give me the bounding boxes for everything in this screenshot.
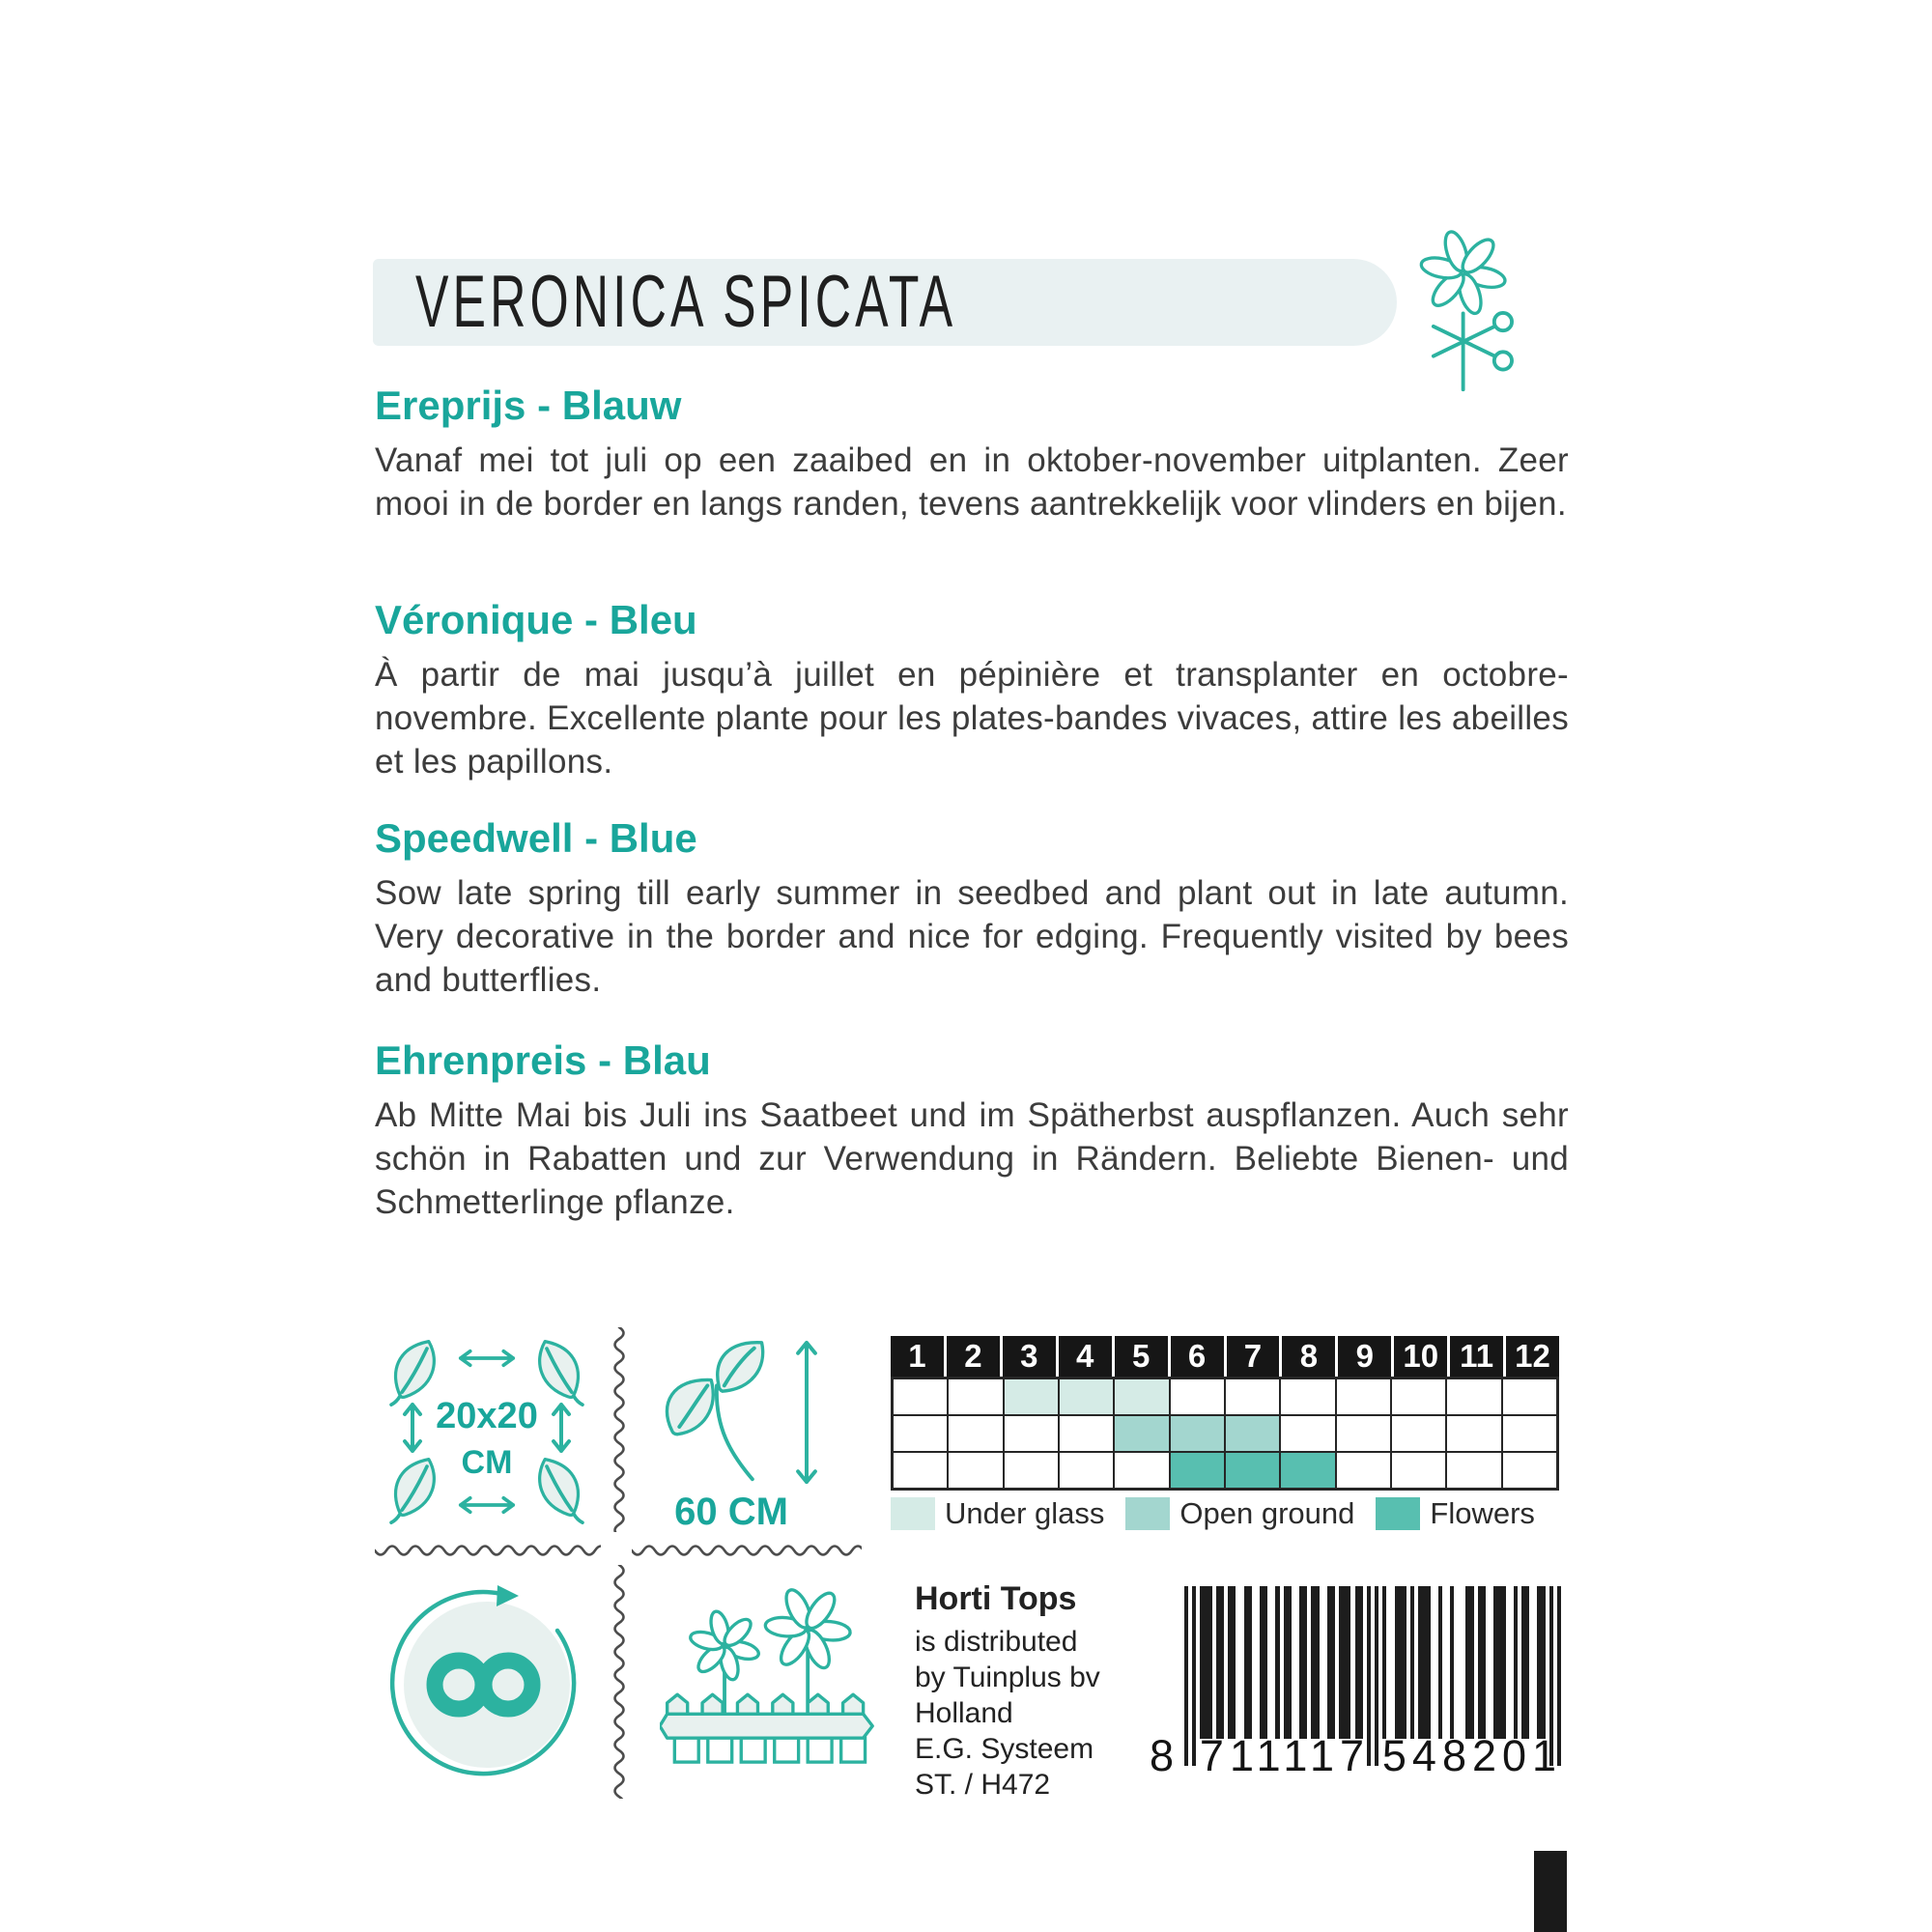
calendar-cell-r3-m6 [1171,1453,1224,1488]
calendar-cell-r3-m2 [949,1453,1002,1488]
section-dutch [375,383,1569,526]
barcode-bar [1382,1586,1386,1739]
section-german [375,1037,1569,1224]
calendar-cell-r1-m4 [1060,1379,1113,1414]
distributor-block [915,1580,1166,1803]
body-english: Sow late spring till early summer in seedbed and plant out in late autumn. Very decorative in the border and nice for edging. Frequently visited by bees and butterflies. [375,874,1569,999]
barcode-bar [1355,1586,1363,1739]
barcode-bar [1395,1586,1406,1739]
barcode-bar [1311,1586,1319,1739]
barcode-bar [1244,1586,1252,1739]
barcode-bar [1438,1586,1442,1739]
calendar-cell-r2-m3 [1005,1416,1058,1451]
calendar-cell-r3-m5 [1115,1453,1168,1488]
calendar-cell-r3-m1 [894,1453,947,1488]
perennial-cycle-icon [384,1584,582,1782]
distributor-line: by Tuinplus bv [915,1662,1100,1693]
legend-swatch [1125,1497,1170,1530]
calendar-cell-r2-m7 [1226,1416,1279,1451]
calendar-month-4: 4 [1059,1336,1112,1377]
horizontal-arrow-icon [456,1349,518,1368]
barcode-bar [1418,1586,1430,1739]
calendar-cell-r1-m9 [1337,1379,1390,1414]
calendar-cell-r1-m3 [1005,1379,1058,1414]
calendar-cell-r1-m2 [949,1379,1002,1414]
barcode-bar [1339,1586,1350,1739]
body-german: Ab Mitte Mai bis Juli ins Saatbeet und im Spätherbst auspflanzen. Auch sehr schön in Rabatten und zur Verwendung in Rändern. Beliebte Bienen- und Schmetterlinge pflanze. [375,1096,1569,1221]
calendar-cell-r1-m12 [1503,1379,1556,1414]
calendar-cell-r2-m10 [1392,1416,1445,1451]
divider-squiggle-vertical [612,1565,626,1799]
legend-label: Flowers [1430,1496,1535,1530]
print-registration-mark [1534,1851,1567,1932]
calendar-cell-r2-m5 [1115,1416,1168,1451]
spacing-label [419,1397,554,1482]
calendar-month-6: 6 [1171,1336,1224,1377]
divider-squiggle-horizontal [632,1544,862,1557]
calendar-month-11: 11 [1450,1336,1503,1377]
cycle-arrowhead [497,1585,519,1606]
barcode-bar [1228,1586,1236,1739]
horizontal-arrow-icon [456,1495,518,1515]
legend-item [1125,1496,1354,1531]
barcode-bar [1521,1586,1529,1739]
barcode [1150,1586,1565,1779]
calendar-cell-r1-m7 [1226,1379,1279,1414]
barcode-bar [1514,1586,1518,1739]
barcode-bar [1184,1586,1188,1766]
barcode-bar [1299,1586,1307,1739]
heading-french: Véronique - Bleu [375,597,697,642]
calendar-cell-r1-m11 [1447,1379,1500,1414]
legend-item [891,1496,1104,1531]
barcode-bar [1465,1586,1473,1739]
height-label: 60 CM [674,1491,788,1533]
calendar-month-1: 1 [891,1336,944,1377]
legend-swatch [1376,1497,1420,1530]
barcode-bar [1260,1586,1267,1739]
calendar-cell-r3-m12 [1503,1453,1556,1488]
calendar-month-3: 3 [1003,1336,1056,1377]
divider-squiggle-vertical [612,1327,626,1532]
scissors [1434,313,1512,370]
barcode-bar [1200,1586,1211,1739]
calendar-legend [891,1496,1535,1531]
section-french [375,597,1569,783]
page-title: VERONICA SPICATA [415,261,957,343]
calendar-cell-r2-m12 [1503,1416,1556,1451]
distributor-line: ST. / H472 [915,1769,1051,1801]
body-french: À partir de mai jusqu’à juillet en pépinière et transplanter en octobre-novembre. Excellente plante pour les plates-bandes vivaces, attire les abeilles et les papillons. [375,656,1569,781]
calendar-month-2: 2 [947,1336,1000,1377]
barcode-bar [1284,1586,1292,1739]
barcode-lead-digit: 8 [1150,1731,1175,1780]
legend-label: Under glass [945,1496,1105,1530]
barcode-bar [1537,1586,1545,1739]
planter-fence [660,1694,872,1762]
calendar-month-10: 10 [1394,1336,1447,1377]
calendar-month-8: 8 [1282,1336,1335,1377]
calendar-cell-r3-m8 [1281,1453,1334,1488]
distributor-lines [915,1624,1166,1803]
distributor-line: is distributed [915,1626,1078,1658]
calendar-cell-r1-m8 [1281,1379,1334,1414]
calendar-month-12: 12 [1506,1336,1559,1377]
barcode-bar [1216,1586,1224,1739]
calendar-cell-r3-m9 [1337,1453,1390,1488]
distributor-line: Holland [915,1697,1013,1729]
barcode-bar [1275,1586,1279,1739]
calendar-cell-r1-m1 [894,1379,947,1414]
calendar-cell-r2-m2 [949,1416,1002,1451]
flower-petals [1419,230,1506,316]
heading-dutch: Ereprijs - Blauw [375,383,682,428]
cut-flower-scissors-icon [1406,230,1526,394]
calendar-body [891,1377,1559,1491]
barcode-bar [1478,1586,1486,1739]
spacing-value: 20x20 [436,1396,538,1436]
divider-squiggle-horizontal [375,1544,601,1557]
barcode-bar [1450,1586,1454,1739]
legend-swatch [891,1497,935,1530]
calendar-cell-r2-m6 [1171,1416,1224,1451]
calendar-month-9: 9 [1338,1336,1391,1377]
calendar-cell-r2-m8 [1281,1416,1334,1451]
calendar-cell-r3-m7 [1226,1453,1279,1488]
height-arrow-icon [794,1337,819,1488]
calendar-cell-r2-m4 [1060,1416,1113,1451]
calendar-cell-r3-m11 [1447,1453,1500,1488]
calendar-cell-r2-m1 [894,1416,947,1451]
legend-label: Open ground [1179,1496,1355,1530]
section-english [375,815,1569,1002]
calendar-cell-r1-m6 [1171,1379,1224,1414]
spacing-unit: CM [461,1444,513,1481]
legend-item [1376,1496,1535,1531]
distributor-name: Horti Tops [915,1580,1077,1617]
calendar-header-row [891,1336,1559,1377]
barcode-bar [1493,1586,1505,1739]
plant-spacing-icon [388,1337,585,1524]
calendar-cell-r2-m11 [1447,1416,1500,1451]
barcode-bar [1410,1586,1414,1739]
title-banner [373,259,1397,346]
heading-german: Ehrenpreis - Blau [375,1037,711,1083]
calendar-cell-r3-m3 [1005,1453,1058,1488]
plant-height-sprout-icon [655,1337,781,1487]
heading-english: Speedwell - Blue [375,815,697,861]
calendar-cell-r1-m10 [1392,1379,1445,1414]
calendar-month-5: 5 [1115,1336,1168,1377]
distributor-line: E.G. Systeem [915,1733,1094,1765]
barcode-right-digits: 548201 [1381,1731,1563,1780]
calendar-cell-r3-m10 [1392,1453,1445,1488]
calendar-cell-r2-m9 [1337,1416,1390,1451]
calendar-month-7: 7 [1227,1336,1280,1377]
flower-bed-icon [660,1584,877,1770]
barcode-left-digits: 711117 [1199,1731,1371,1780]
barcode-bar [1327,1586,1335,1739]
body-dutch: Vanaf mei tot juli op een zaaibed en in oktober-november uitplanten. Zeer mooi in de border en langs randen, tevens aantrekkelijk voor vlinders en bijen. [375,441,1569,523]
calendar-cell-r1-m5 [1115,1379,1168,1414]
calendar-cell-r3-m4 [1060,1453,1113,1488]
